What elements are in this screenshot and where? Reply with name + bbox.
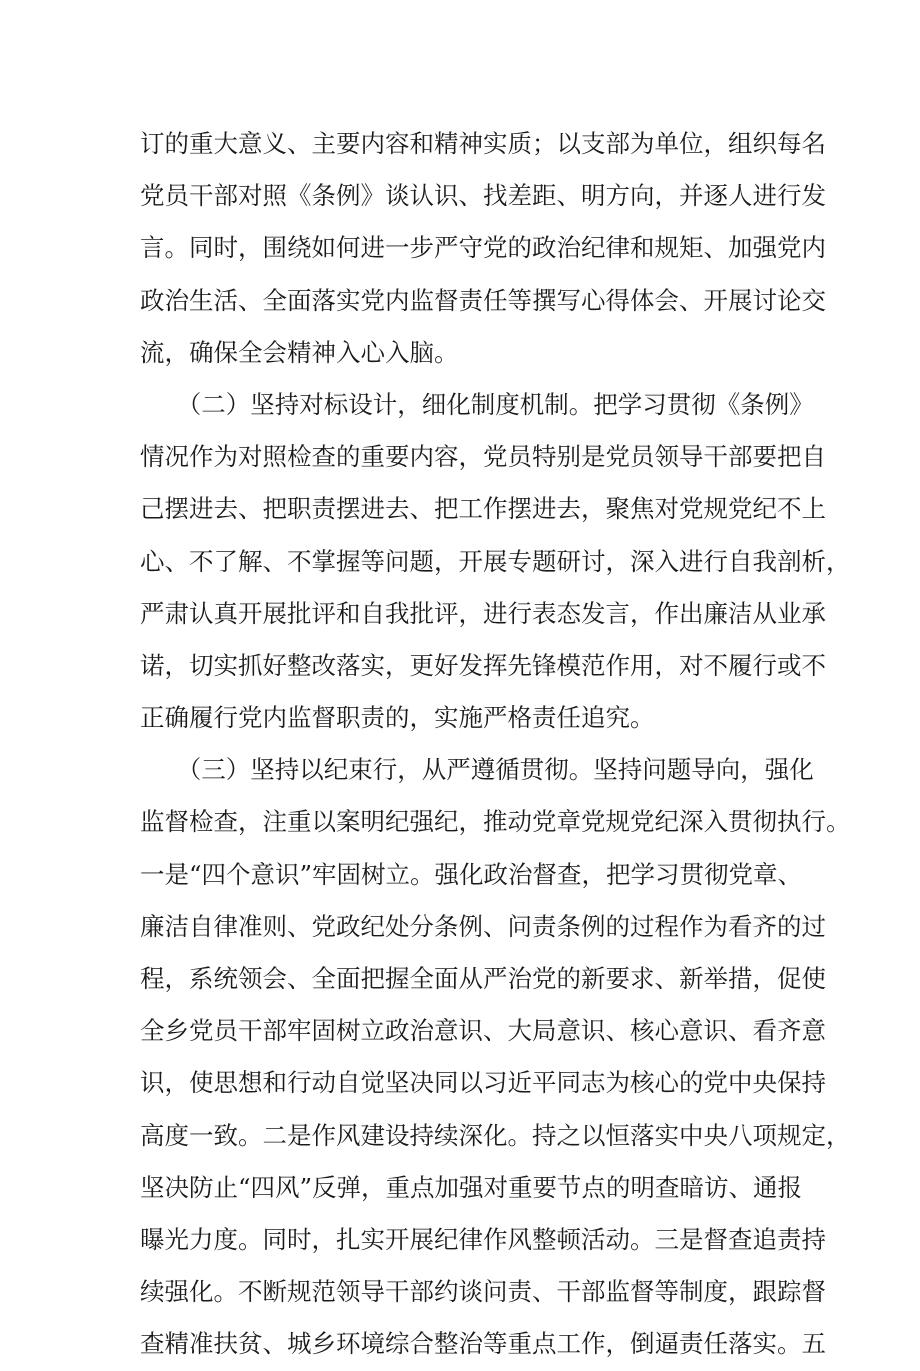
text-line: 订的重大意义、主要内容和精神实质；以支部为单位，组织每名: [140, 129, 826, 158]
text-line: 情况作为对照检查的重要内容，党员特别是党员领导干部要把自: [140, 442, 826, 472]
text-line: 查精准扶贫、城乡环境综合整治等重点工作，倒逼责任落实。五: [140, 1329, 826, 1359]
text-line: 己摆进去、把职责摆进去、把工作摆进去，聚焦对党规党纪不上: [140, 494, 826, 524]
text-line: 严肃认真开展批评和自我批评，进行表态发言，作出廉洁从业承: [140, 598, 826, 628]
text-line: 党员干部对照《条例》谈认识、找差距、明方向，并逐人进行发: [140, 181, 826, 211]
text-line: 高度一致。二是作风建设持续深化。持之以恒落实中央八项规定，: [140, 1120, 851, 1150]
text-line: 廉洁自律准则、党政纪处分条例、问责条例的过程作为看齐的过: [140, 911, 826, 941]
text-line: 心、不了解、不掌握等问题，开展专题研讨，深入进行自我剖析，: [140, 546, 851, 576]
text-line: 坚决防止“四风”反弹，重点加强对重要节点的明查暗访、通报: [140, 1172, 803, 1202]
text-line: 正确履行党内监督职责的，实施严格责任追究。: [140, 703, 655, 733]
paragraph-heading-line: （三）坚持以纪束行，从严遵循贯彻。坚持问题导向，强化: [140, 755, 814, 785]
text-line: 识，使思想和行动自觉坚决同以习近平同志为核心的党中央保持: [140, 1068, 826, 1098]
text-line: 流，确保全会精神入心入脑。: [140, 337, 459, 367]
text-line: 言。同时，围绕如何进一步严守党的政治纪律和规矩、加强党内: [140, 233, 826, 263]
text-line: 曝光力度。同时，扎实开展纪律作风整顿活动。三是督查追责持: [140, 1224, 826, 1254]
text-line: 一是“四个意识”牢固树立。强化政治督查，把学习贯彻党章、: [140, 859, 803, 889]
text-line: 全乡党员干部牢固树立政治意识、大局意识、核心意识、看齐意: [140, 1016, 826, 1046]
text-line: 程，系统领会、全面把握全面从严治党的新要求、新举措，促使: [140, 964, 826, 993]
text-line: 政治生活、全面落实党内监督责任等撰写心得体会、开展讨论交: [140, 285, 826, 315]
text-line: 续强化。不断规范领导干部约谈问责、干部监督等制度，跟踪督: [140, 1277, 826, 1307]
paragraph-heading-line: （二）坚持对标设计，细化制度机制。把学习贯彻《条例》: [140, 389, 814, 419]
text-line: 监督检查，注重以案明纪强纪，推动党章党规党纪深入贯彻执行。: [140, 807, 851, 837]
text-line: 诺，切实抓好整改落实，更好发挥先锋模范作用，对不履行或不: [140, 650, 826, 680]
body-text: [140, 118, 851, 1371]
